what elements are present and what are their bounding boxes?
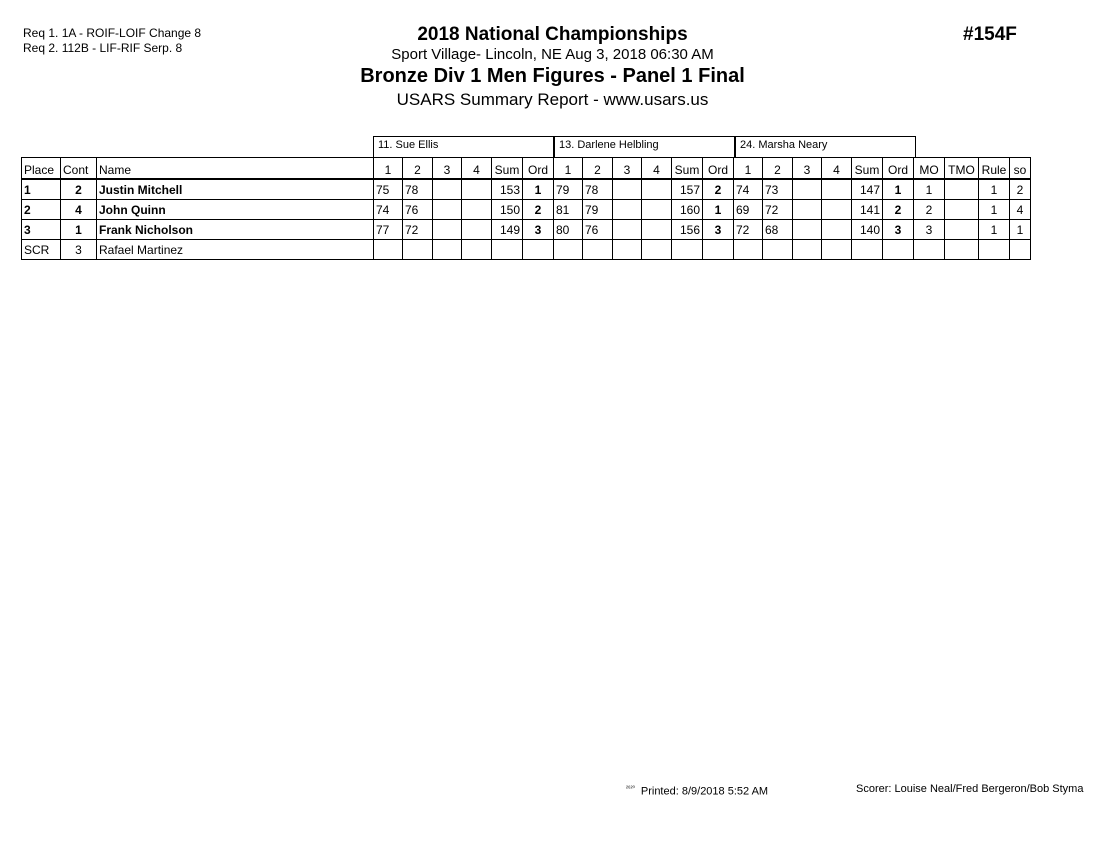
judge2-mark2-cell [583,240,613,260]
judge2-mark4-cell [642,240,672,260]
judge1-mark3-cell [433,179,462,200]
judge1-ord-cell [523,240,554,260]
table-header-row [22,158,1031,180]
judge3-mark1-cell [734,240,763,260]
j3-ord-header: Ord [883,158,914,180]
tmo-cell [945,200,979,220]
judge2-ord-cell: 1 [703,200,734,220]
col-cont-header: Cont [61,158,97,180]
judge3-mark2-cell: 72 [763,200,793,220]
col-so-header: so [1010,158,1031,180]
j1-sum-header: Sum [492,158,523,180]
judge2-mark4-cell [642,220,672,240]
tmo-cell [945,220,979,240]
scorer-footer: Scorer: Louise Neal/Fred Bergeron/Bob Styma [856,783,1084,795]
j3-mark4-header: 4 [822,158,852,180]
judge3-sum-cell [852,240,883,260]
judge1-ord-cell: 1 [523,179,554,200]
event-title: Bronze Div 1 Men Figures - Panel 1 Final [360,65,745,87]
j2-mark2-header: 2 [583,158,613,180]
judge2-mark3-cell [613,179,642,200]
place-cell: 2 [22,200,61,220]
footer-code: ²⁶²⁰ [626,786,635,792]
judge3-mark3-cell [793,240,822,260]
judge3-mark1-cell: 72 [734,220,763,240]
printed-footer [626,783,768,799]
table-row [22,220,1031,240]
judge3-mark2-cell: 68 [763,220,793,240]
judge2-sum-cell: 156 [672,220,703,240]
col-mo-header: MO [914,158,945,180]
judge3-mark4-cell [822,200,852,220]
requirement-1: Req 1. 1A - ROIF-LOIF Change 8 [23,26,202,40]
judge2-mark1-cell: 81 [554,200,583,220]
judge3-mark4-cell [822,220,852,240]
j3-mark1-header: 1 [734,158,763,180]
so-cell [1010,240,1031,260]
judge3-ord-cell: 2 [883,200,914,220]
judge3-mark2-cell [763,240,793,260]
judge2-mark2-cell: 79 [583,200,613,220]
cont-cell: 2 [61,179,97,200]
judge1-ord-cell: 2 [523,200,554,220]
judge1-sum-cell [492,240,523,260]
judge3-sum-cell: 140 [852,220,883,240]
judge2-mark3-cell [613,220,642,240]
mo-cell: 2 [914,200,945,220]
table-row [22,200,1031,220]
col-name-header: Name [97,158,374,180]
championship-title: 2018 National Championships [417,24,688,45]
j3-mark2-header: 2 [763,158,793,180]
judge1-mark4-cell [462,200,492,220]
judge3-mark4-cell [822,240,852,260]
cont-cell: 3 [61,240,97,260]
judge1-mark3-cell [433,220,462,240]
judge3-sum-cell: 147 [852,179,883,200]
so-cell: 1 [1010,220,1031,240]
judge2-mark4-cell [642,179,672,200]
judge3-mark3-cell [793,200,822,220]
judge2-ord-cell [703,240,734,260]
mo-cell: 3 [914,220,945,240]
judge2-mark1-cell: 80 [554,220,583,240]
judge1-mark2-cell: 76 [403,200,433,220]
requirement-2: Req 2. 112B - LIF-RIF Serp. 8 [23,41,183,55]
event-number: #154F [963,24,1017,45]
skater-name-cell: Rafael Martinez [97,240,374,260]
judge3-mark2-cell: 73 [763,179,793,200]
place-cell: SCR [22,240,61,260]
judge3-ord-cell: 3 [883,220,914,240]
tmo-cell [945,240,979,260]
judge1-mark2-cell [403,240,433,260]
judge2-mark2-cell: 78 [583,179,613,200]
judge1-mark1-cell: 75 [374,179,403,200]
judge1-mark4-cell [462,240,492,260]
place-cell: 3 [22,220,61,240]
place-cell: 1 [22,179,61,200]
judge2-mark2-cell: 76 [583,220,613,240]
judge3-mark3-cell [793,179,822,200]
skater-name-cell: Justin Mitchell [97,179,374,200]
printed-timestamp: Printed: 8/9/2018 5:52 AM [640,785,769,798]
table-row [22,179,1031,200]
j1-ord-header: Ord [523,158,554,180]
j2-mark1-header: 1 [554,158,583,180]
judge2-ord-cell: 3 [703,220,734,240]
judge3-mark1-cell: 74 [734,179,763,200]
report-subtitle: USARS Summary Report - www.usars.us [396,90,709,109]
judge2-mark1-cell [554,240,583,260]
judge3-mark3-cell [793,220,822,240]
judge-header-1: 11. Sue Ellis [373,136,554,157]
j2-mark4-header: 4 [642,158,672,180]
judge2-mark3-cell [613,200,642,220]
cont-cell: 1 [61,220,97,240]
table-row [22,240,1031,260]
rule-cell [979,240,1010,260]
j2-mark3-header: 3 [613,158,642,180]
j2-sum-header: Sum [672,158,703,180]
judge2-sum-cell: 157 [672,179,703,200]
judge3-sum-cell: 141 [852,200,883,220]
venue-date: Sport Village- Lincoln, NE Aug 3, 2018 06:30 AM [391,46,714,63]
so-cell: 2 [1010,179,1031,200]
col-place-header: Place [22,158,61,180]
rule-cell: 1 [979,200,1010,220]
judge1-mark4-cell [462,179,492,200]
judge2-mark4-cell [642,200,672,220]
judge1-mark3-cell [433,240,462,260]
tmo-cell [945,179,979,200]
judge1-mark2-cell: 72 [403,220,433,240]
mo-cell: 1 [914,179,945,200]
judge1-sum-cell: 150 [492,200,523,220]
judge1-mark4-cell [462,220,492,240]
skater-name-cell: Frank Nicholson [97,220,374,240]
col-tmo-header: TMO [945,158,979,180]
col-rule-header: Rule [979,158,1010,180]
j3-mark3-header: 3 [793,158,822,180]
judge3-ord-cell [883,240,914,260]
judge1-mark2-cell: 78 [403,179,433,200]
judge3-mark4-cell [822,179,852,200]
mo-cell [914,240,945,260]
j1-mark1-header: 1 [374,158,403,180]
j2-ord-header: Ord [703,158,734,180]
cont-cell: 4 [61,200,97,220]
skater-name-cell: John Quinn [97,200,374,220]
judge1-mark1-cell: 77 [374,220,403,240]
judge1-mark1-cell [374,240,403,260]
j1-mark3-header: 3 [433,158,462,180]
judge2-ord-cell: 2 [703,179,734,200]
judge2-sum-cell: 160 [672,200,703,220]
judge3-mark1-cell: 69 [734,200,763,220]
judge1-sum-cell: 149 [492,220,523,240]
judge-header-3: 24. Marsha Neary [735,136,916,157]
j3-sum-header: Sum [852,158,883,180]
judge-header-2: 13. Darlene Helbling [554,136,735,157]
results-table [21,157,1031,260]
judge3-ord-cell: 1 [883,179,914,200]
rule-cell: 1 [979,220,1010,240]
j1-mark4-header: 4 [462,158,492,180]
judge2-sum-cell [672,240,703,260]
judge2-mark3-cell [613,240,642,260]
so-cell: 4 [1010,200,1031,220]
judge1-ord-cell: 3 [523,220,554,240]
rule-cell: 1 [979,179,1010,200]
judge1-mark1-cell: 74 [374,200,403,220]
judge1-sum-cell: 153 [492,179,523,200]
j1-mark2-header: 2 [403,158,433,180]
judge2-mark1-cell: 79 [554,179,583,200]
judge1-mark3-cell [433,200,462,220]
